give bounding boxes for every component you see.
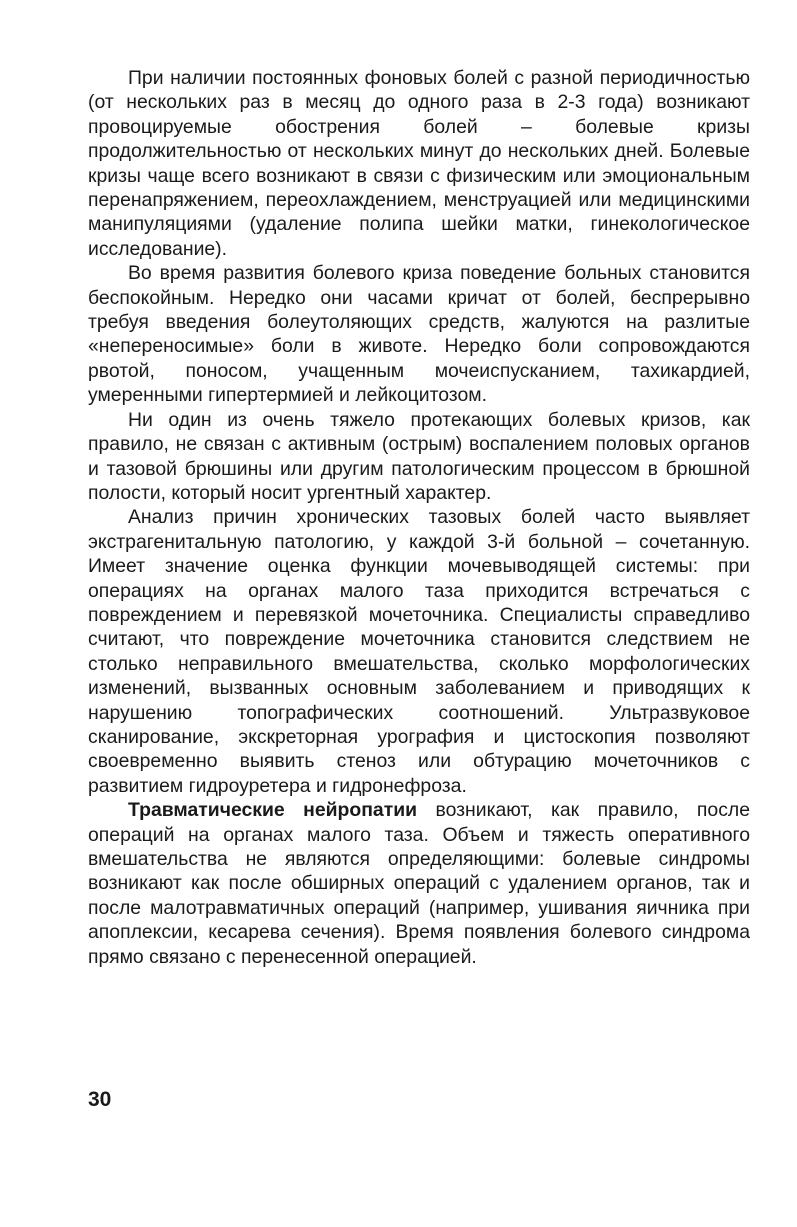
paragraph-traumatic-neuropathies-text: возникают, как правило, после операций на органах малого таза. Объем и тяжесть оперативного вмешательства не являются определяющими: болевые синдромы возникают как после обширных операций с удалением органов, так и после малотравматичных операций (например, ушивания яичника при апоплексии, кесарева сечения). Время появления болевого синдрома прямо связано с перенесенной операцией. <box>88 799 751 968</box>
paragraph-traumatic-neuropathies <box>88 798 750 969</box>
page-number: 30 <box>88 1088 112 1111</box>
paragraph-crisis-not-inflammatory: Ни один из очень тяжело протекающих болевых кризов, как правило, не связан с активным (острым) воспалением половых органов и тазовой брюшины или другим патологическим процессом в брюшной полости, который носит ургентный характер. <box>88 408 750 504</box>
paragraph-crisis-behavior: Во время развития болевого криза поведение больных становится беспокойным. Нередко они часами кричат от болей, беспрерывно требуя введения болеутоляющих средств, жалуются на разлитые «непереносимые» боли в животе. Нередко боли сопровождаются рвотой, поносом, учащенным мочеиспусканием, тахикардией, умеренными гипертермией и лейкоцитозом. <box>88 262 750 407</box>
paragraph-background-pain-crises: При наличии постоянных фоновых болей с разной периодичностью (от нескольких раз в месяц до одного раза в 2-3 года) возникают провоцируемые обострения болей – болевые кризы продолжительностью от нескольких минут до нескольких дней. Болевые кризы чаще всего возникают в связи с физическим или эмоциональным перенапряжением, переохлаждением, менструацией или медицинскими манипуляциями (удаление полипа шейки матки, гинекологическое исследование). <box>88 67 750 260</box>
term-traumatic-neuropathies: Травматические нейропатии <box>128 799 418 822</box>
page-body <box>88 66 750 969</box>
paragraph-extragenital-pathology: Анализ причин хронических тазовых болей часто выявляет экстрагенитальную патологию, у каждой 3-й больной – сочетанную. Имеет значение оценка функции мочевыводящей системы: при операциях на органах малого таза приходится встречаться с повреждением и перевязкой мочеточника. Специалисты справедливо считают, что повреждение мочеточника становится следствием не столько неправильного вмешательства, сколько морфологических изменений, вызванных основным заболеванием и приводящих к нарушению топографических соотношений. Ультразвуковое сканирование, экскреторная урография и цистоскопия позволяют своевременно выявить стеноз или обтурацию мочеточников с развитием гидроуретера и гидронефроза. <box>88 506 750 797</box>
